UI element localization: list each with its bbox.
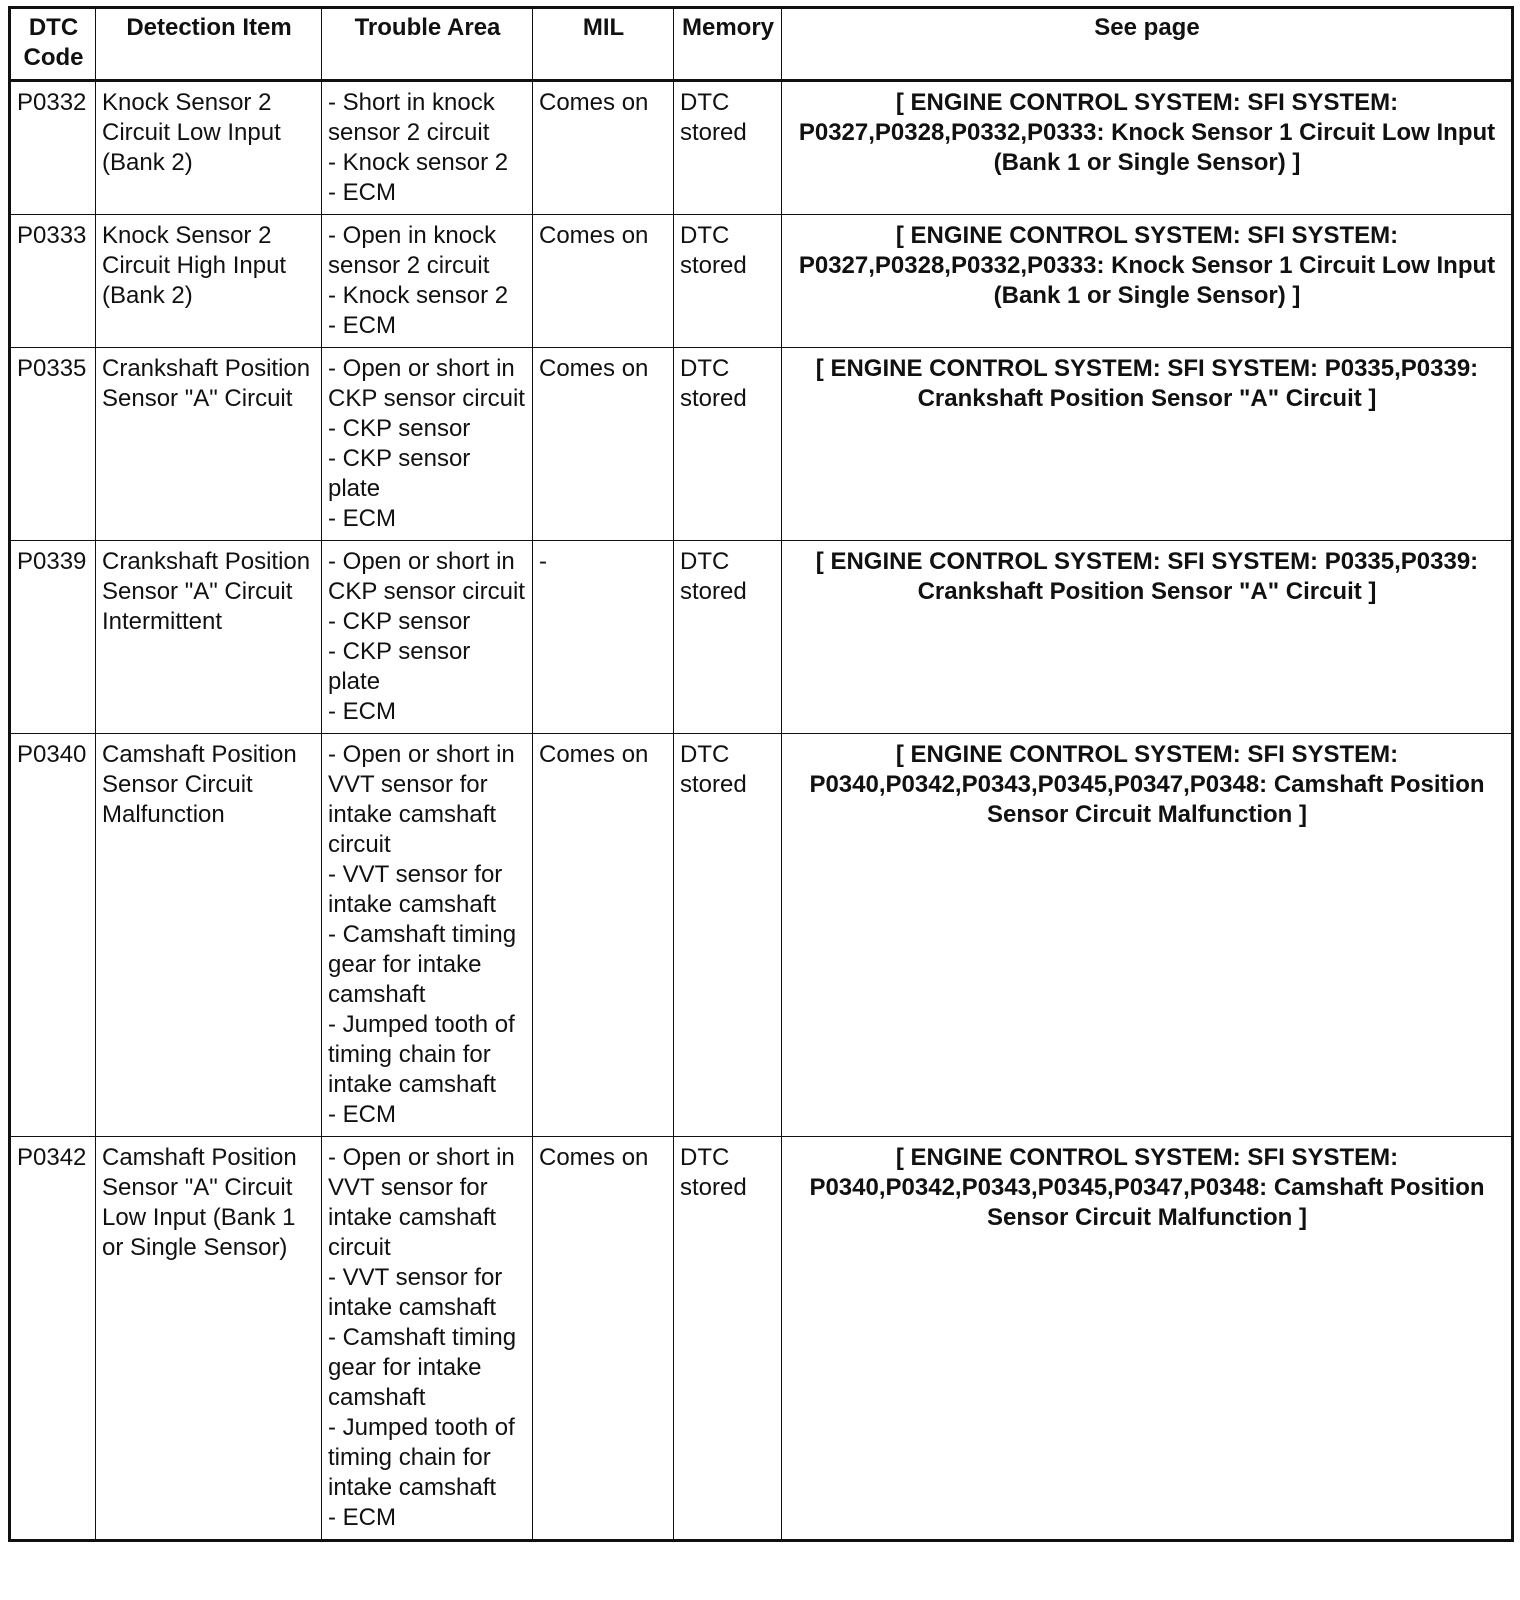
trouble-area-entry: - ECM (328, 1504, 396, 1531)
trouble-area-cell (322, 734, 533, 1137)
detection-item-cell: Crankshaft Position Sensor "A" Circuit Intermittent (96, 541, 322, 734)
see-page-link: [ ENGINE CONTROL SYSTEM: SFI SYSTEM: P0327,P0328,P0332,P0333: Knock Sensor 1 Circuit Low Input (Bank 1 or Single Sensor) ] (782, 81, 1513, 215)
trouble-area-entry: - Open in knock sensor 2 circuit (328, 222, 497, 279)
trouble-area-entry: - ECM (328, 505, 396, 532)
dtc-code-cell: P0335 (10, 348, 96, 541)
header-mil: MIL (533, 8, 674, 81)
detection-item-cell: Camshaft Position Sensor Circuit Malfunction (96, 734, 322, 1137)
trouble-area-entry: - Camshaft timing gear for intake camshaft (328, 1324, 517, 1411)
dtc-code-cell: P0333 (10, 215, 96, 348)
detection-item-cell: Camshaft Position Sensor "A" Circuit Low Input (Bank 1 or Single Sensor) (96, 1137, 322, 1541)
trouble-area-entry: - CKP sensor (328, 415, 471, 442)
dtc-code-cell: P0332 (10, 81, 96, 215)
detection-item-cell: Knock Sensor 2 Circuit High Input (Bank 2) (96, 215, 322, 348)
dtc-table (8, 6, 1514, 1542)
detection-item-cell: Knock Sensor 2 Circuit Low Input (Bank 2) (96, 81, 322, 215)
see-page-link: [ ENGINE CONTROL SYSTEM: SFI SYSTEM: P0340,P0342,P0343,P0345,P0347,P0348: Camshaft Position Sensor Circuit Malfunction ] (782, 1137, 1513, 1541)
see-page-link: [ ENGINE CONTROL SYSTEM: SFI SYSTEM: P0327,P0328,P0332,P0333: Knock Sensor 1 Circuit Low Input (Bank 1 or Single Sensor) ] (782, 215, 1513, 348)
memory-cell: DTC stored (674, 541, 782, 734)
trouble-area-entry: - VVT sensor for intake camshaft (328, 1264, 503, 1321)
trouble-area-entry: - Open or short in VVT sensor for intake camshaft circuit (328, 1144, 515, 1261)
trouble-area-entry: - Open or short in VVT sensor for intake camshaft circuit (328, 741, 515, 858)
trouble-area-entry: - Knock sensor 2 (328, 149, 509, 176)
trouble-area-entry: - Camshaft timing gear for intake camshaft (328, 921, 517, 1008)
trouble-area-entry: - Short in knock sensor 2 circuit (328, 89, 495, 146)
see-page-link: [ ENGINE CONTROL SYSTEM: SFI SYSTEM: P0340,P0342,P0343,P0345,P0347,P0348: Camshaft Position Sensor Circuit Malfunction ] (782, 734, 1513, 1137)
mil-cell: Comes on (533, 348, 674, 541)
table-header (10, 8, 1513, 81)
header-row (10, 8, 1513, 81)
table-row (10, 81, 1513, 215)
dtc-code-cell: P0340 (10, 734, 96, 1137)
trouble-area-cell (322, 348, 533, 541)
mil-cell: Comes on (533, 215, 674, 348)
memory-cell: DTC stored (674, 215, 782, 348)
header-see-page: See page (782, 8, 1513, 81)
trouble-area-entry: - Jumped tooth of timing chain for intake camshaft (328, 1011, 515, 1098)
trouble-area-entry: - CKP sensor plate (328, 445, 471, 502)
trouble-area-cell (322, 81, 533, 215)
header-detection-item: Detection Item (96, 8, 322, 81)
trouble-area-entry: - ECM (328, 1101, 396, 1128)
table-row (10, 348, 1513, 541)
trouble-area-cell (322, 1137, 533, 1541)
memory-cell: DTC stored (674, 81, 782, 215)
table-row (10, 215, 1513, 348)
header-memory: Memory (674, 8, 782, 81)
mil-cell: Comes on (533, 1137, 674, 1541)
trouble-area-cell (322, 541, 533, 734)
header-dtc-code: DTC Code (10, 8, 96, 81)
see-page-link: [ ENGINE CONTROL SYSTEM: SFI SYSTEM: P0335,P0339: Crankshaft Position Sensor "A" Circuit ] (782, 541, 1513, 734)
detection-item-cell: Crankshaft Position Sensor "A" Circuit (96, 348, 322, 541)
memory-cell: DTC stored (674, 734, 782, 1137)
see-page-link: [ ENGINE CONTROL SYSTEM: SFI SYSTEM: P0335,P0339: Crankshaft Position Sensor "A" Circuit ] (782, 348, 1513, 541)
trouble-area-entry: - ECM (328, 179, 396, 206)
table-row (10, 734, 1513, 1137)
memory-cell: DTC stored (674, 348, 782, 541)
mil-cell: Comes on (533, 81, 674, 215)
trouble-area-entry: - Open or short in CKP sensor circuit (328, 355, 525, 412)
trouble-area-cell (322, 215, 533, 348)
trouble-area-entry: - ECM (328, 312, 396, 339)
dtc-code-cell: P0342 (10, 1137, 96, 1541)
trouble-area-entry: - CKP sensor plate (328, 638, 471, 695)
dtc-code-cell: P0339 (10, 541, 96, 734)
trouble-area-entry: - ECM (328, 698, 396, 725)
memory-cell: DTC stored (674, 1137, 782, 1541)
mil-cell: - (533, 541, 674, 734)
header-trouble-area: Trouble Area (322, 8, 533, 81)
table-row (10, 541, 1513, 734)
mil-cell: Comes on (533, 734, 674, 1137)
trouble-area-entry: - Knock sensor 2 (328, 282, 509, 309)
trouble-area-entry: - Open or short in CKP sensor circuit (328, 548, 525, 605)
trouble-area-entry: - CKP sensor (328, 608, 471, 635)
trouble-area-entry: - VVT sensor for intake camshaft (328, 861, 503, 918)
trouble-area-entry: - Jumped tooth of timing chain for intake camshaft (328, 1414, 515, 1501)
table-row (10, 1137, 1513, 1541)
table-body (10, 81, 1513, 1541)
